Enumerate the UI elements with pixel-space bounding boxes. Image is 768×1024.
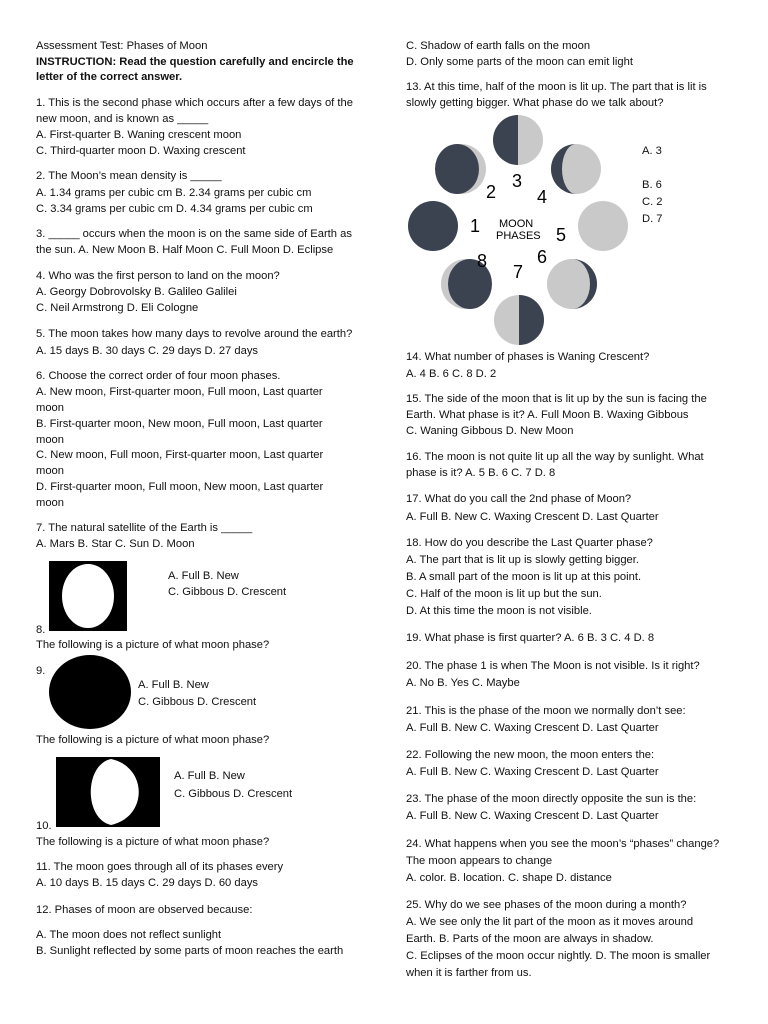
q10-number: 10. bbox=[36, 820, 52, 832]
q13-text: 13. At this time, half of the moon is lit up. The part that is lit is bbox=[406, 81, 707, 93]
q6-option-d-2: moon bbox=[36, 497, 64, 509]
q10-prompt: The following is a picture of what moon phase? bbox=[36, 836, 270, 848]
q12-option-b: B. Sunlight reflected by some parts of moon reaches the earth bbox=[36, 945, 344, 957]
q23-options: A. Full B. New C. Waxing Crescent D. Last Quarter bbox=[406, 810, 659, 822]
q25-option-a: A. We see only the lit part of the moon as it moves around bbox=[406, 916, 694, 928]
q16-text-2: phase is it? A. 5 B. 6 C. 7 D. 8 bbox=[406, 467, 556, 479]
moon-phase-7-icon bbox=[494, 295, 544, 345]
q8-full-moon-image bbox=[49, 561, 127, 631]
q13-option-b: B. 6 bbox=[642, 179, 662, 191]
q13-option-d: D. 7 bbox=[642, 213, 663, 225]
q10-gibbous-moon-image bbox=[56, 757, 160, 827]
q14-options: A. 4 B. 6 C. 8 D. 2 bbox=[406, 368, 497, 380]
q21-text: 21. This is the phase of the moon we normally don’t see: bbox=[406, 705, 686, 717]
q12-text: 12. Phases of moon are observed because: bbox=[36, 904, 253, 916]
q1-options-1: A. First-quarter B. Waning crescent moon bbox=[36, 129, 242, 141]
q2-options-2: C. 3.34 grams per cubic cm D. 4.34 grams per cubic cm bbox=[36, 203, 313, 215]
q6-option-c: C. New moon, Full moon, First-quarter moon, Last quarter bbox=[36, 449, 324, 461]
moon-phase-5-icon bbox=[578, 201, 628, 251]
q8-number: 8. bbox=[36, 624, 46, 636]
q6-option-a-2: moon bbox=[36, 402, 64, 414]
q6-option-a: A. New moon, First-quarter moon, Full moon, Last quarter bbox=[36, 386, 323, 398]
q18-option-b: B. A small part of the moon is lit up at this point. bbox=[406, 571, 642, 583]
instruction-line-1: INSTRUCTION: Read the question carefully and encircle the bbox=[36, 56, 354, 68]
q20-options: A. No B. Yes C. Maybe bbox=[406, 677, 520, 689]
q7-text: 7. The natural satellite of the Earth is _____ bbox=[36, 522, 253, 534]
instruction-line-2: letter of the correct answer. bbox=[36, 71, 183, 83]
diagram-center-label-1: MOON bbox=[499, 218, 534, 230]
q5-text: 5. The moon takes how many days to revolve around the earth? bbox=[36, 328, 353, 340]
q18-text: 18. How do you describe the Last Quarter phase? bbox=[406, 537, 653, 549]
diagram-number-6: 6 bbox=[537, 247, 548, 267]
q25-text: 25. Why do we see phases of the moon during a month? bbox=[406, 899, 687, 911]
q15-text: 15. The side of the moon that is lit up by the sun is facing the bbox=[406, 393, 707, 405]
q7-options: A. Mars B. Star C. Sun D. Moon bbox=[36, 538, 195, 550]
q6-option-b: B. First-quarter moon, New moon, Full moon, Last quarter bbox=[36, 418, 323, 430]
q6-option-d: D. First-quarter moon, Full moon, New moon, Last quarter bbox=[36, 481, 324, 493]
q17-text: 17. What do you call the 2nd phase of Moon? bbox=[406, 493, 632, 505]
q8-options-1: A. Full B. New bbox=[168, 570, 239, 582]
diagram-center-label-2: PHASES bbox=[496, 230, 541, 242]
q4-options-2: C. Neil Armstrong D. Eli Cologne bbox=[36, 302, 199, 314]
moon-phase-6-icon bbox=[547, 259, 597, 309]
moon-phase-1-icon bbox=[408, 201, 458, 251]
q2-options-1: A. 1.34 grams per cubic cm B. 2.34 grams per cubic cm bbox=[36, 187, 312, 199]
q10-options-1: A. Full B. New bbox=[174, 770, 245, 782]
q8-moon-shape bbox=[62, 564, 114, 628]
q13-text-2: slowly getting bigger. What phase do we talk about? bbox=[406, 97, 664, 109]
moon-phases-diagram bbox=[406, 112, 636, 348]
q15-text-2: Earth. What phase is it? A. Full Moon B. Waxing Gibbous bbox=[406, 409, 689, 421]
diagram-number-5: 5 bbox=[556, 225, 567, 245]
q16-text: 16. The moon is not quite lit up all the way by sunlight. What bbox=[406, 451, 704, 463]
q3-text-2: the sun. A. New Moon B. Half Moon C. Full Moon D. Eclipse bbox=[36, 244, 334, 256]
q5-options: A. 15 days B. 30 days C. 29 days D. 27 days bbox=[36, 345, 259, 357]
q23-text: 23. The phase of the moon directly opposite the sun is the: bbox=[406, 793, 697, 805]
test-title: Assessment Test: Phases of Moon bbox=[36, 40, 208, 52]
moon-phase-3-icon bbox=[493, 115, 543, 165]
q6-text: 6. Choose the correct order of four moon phases. bbox=[36, 370, 281, 382]
q4-text: 4. Who was the first person to land on the moon? bbox=[36, 270, 280, 282]
q12-option-c: C. Shadow of earth falls on the moon bbox=[406, 40, 591, 52]
q9-options-2: C. Gibbous D. Crescent bbox=[138, 696, 257, 708]
q9-new-moon-image bbox=[48, 654, 132, 730]
q24-options: A. color. B. location. C. shape D. distance bbox=[406, 872, 612, 884]
q8-prompt: The following is a picture of what moon phase? bbox=[36, 639, 270, 651]
q18-option-d: D. At this time the moon is not visible. bbox=[406, 605, 592, 617]
q25-option-b: Earth. B. Parts of the moon are always in shadow. bbox=[406, 933, 654, 945]
q12-option-a: A. The moon does not reflect sunlight bbox=[36, 929, 222, 941]
q1-text-2: new moon, and is known as _____ bbox=[36, 113, 209, 125]
q9-prompt: The following is a picture of what moon phase? bbox=[36, 734, 270, 746]
q15-options: C. Waning Gibbous D. New Moon bbox=[406, 425, 574, 437]
q8-options-2: C. Gibbous D. Crescent bbox=[168, 586, 287, 598]
q6-option-c-2: moon bbox=[36, 465, 64, 477]
q1-text: 1. This is the second phase which occurs after a few days of the bbox=[36, 97, 353, 109]
q13-option-a: A. 3 bbox=[642, 145, 662, 157]
q10-options-2: C. Gibbous D. Crescent bbox=[174, 788, 293, 800]
q20-text: 20. The phase 1 is when The Moon is not visible. Is it right? bbox=[406, 660, 700, 672]
q25-option-c-d: C. Eclipses of the moon occur nightly. D. The moon is smaller bbox=[406, 950, 711, 962]
diagram-number-3: 3 bbox=[512, 171, 523, 191]
q24-text-2: The moon appears to change bbox=[406, 855, 553, 867]
q12-option-d: D. Only some parts of the moon can emit light bbox=[406, 56, 633, 68]
q13-option-c: C. 2 bbox=[642, 196, 663, 208]
diagram-number-4: 4 bbox=[537, 187, 548, 207]
q2-text: 2. The Moon’s mean density is _____ bbox=[36, 170, 222, 182]
q4-options-1: A. Georgy Dobrovolsky B. Galileo Galilei bbox=[36, 286, 237, 298]
moon-phase-2-icon bbox=[435, 144, 486, 194]
q11-text: 11. The moon goes through all of its phases every bbox=[36, 861, 284, 873]
q21-options: A. Full B. New C. Waxing Crescent D. Last Quarter bbox=[406, 722, 659, 734]
q18-option-a: A. The part that is lit up is slowly getting bigger. bbox=[406, 554, 639, 566]
diagram-number-1: 1 bbox=[470, 216, 481, 236]
diagram-number-8: 8 bbox=[477, 251, 488, 271]
q3-text: 3. _____ occurs when the moon is on the same side of Earth as bbox=[36, 228, 352, 240]
q6-option-b-2: moon bbox=[36, 434, 64, 446]
q25-option-d-2: when it is farther from us. bbox=[406, 967, 532, 979]
q17-options: A. Full B. New C. Waxing Crescent D. Last Quarter bbox=[406, 511, 659, 523]
q22-text: 22. Following the new moon, the moon enters the: bbox=[406, 749, 655, 761]
diagram-number-2: 2 bbox=[486, 182, 497, 202]
moon-phase-4-icon bbox=[551, 144, 601, 194]
diagram-number-7: 7 bbox=[513, 262, 524, 282]
q14-text: 14. What number of phases is Waning Crescent? bbox=[406, 351, 650, 363]
q9-options-1: A. Full B. New bbox=[138, 679, 209, 691]
q24-text: 24. What happens when you see the moon’s “phases” change? bbox=[406, 838, 720, 850]
q1-options-2: C. Third-quarter moon D. Waxing crescent bbox=[36, 145, 246, 157]
q11-options: A. 10 days B. 15 days C. 29 days D. 60 days bbox=[36, 877, 259, 889]
q18-option-c: C. Half of the moon is lit up but the sun. bbox=[406, 588, 602, 600]
q9-moon-shape bbox=[49, 655, 131, 729]
q19-text: 19. What phase is first quarter? A. 6 B. 3 C. 4 D. 8 bbox=[406, 632, 655, 644]
q22-options: A. Full B. New C. Waxing Crescent D. Last Quarter bbox=[406, 766, 659, 778]
q9-number: 9. bbox=[36, 665, 46, 677]
